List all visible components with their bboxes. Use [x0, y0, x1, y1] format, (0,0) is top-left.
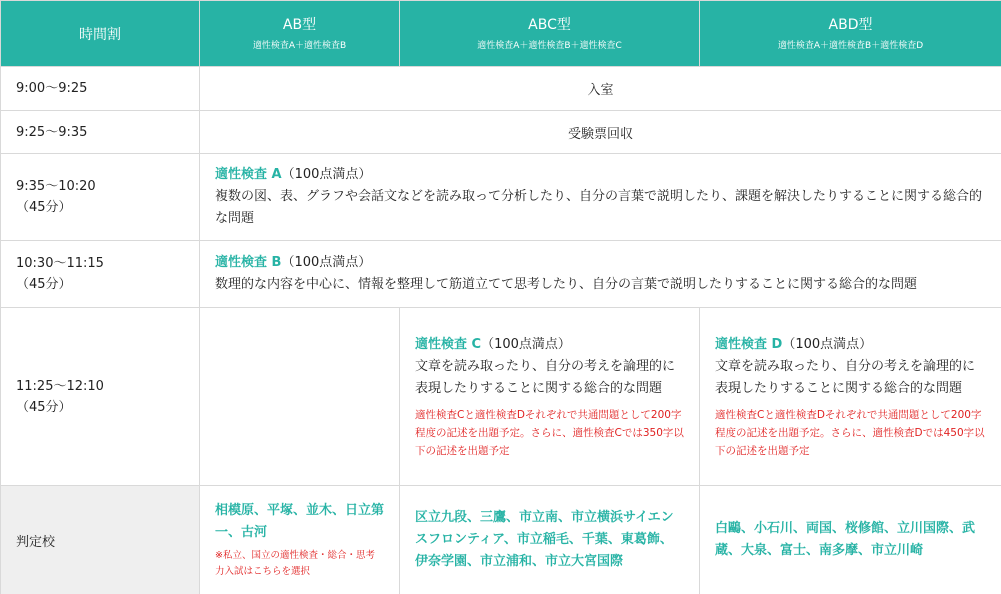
duration: （45分） — [16, 399, 72, 415]
exam-b-name: 適性検査 B — [215, 255, 282, 270]
row-ticket — [1, 111, 1001, 154]
type-ab-sub: 適性検査A＋適性検査B — [252, 40, 347, 51]
ab-schools-note: ※私立、国立の適性検査・総合・思考力入試はこちらを選択 — [215, 550, 375, 577]
exam-a-cell — [200, 154, 1001, 241]
row-exam-cd — [1, 308, 1001, 486]
row-exam-b — [1, 241, 1001, 308]
duration: （45分） — [16, 200, 72, 215]
empty-ab-cell — [200, 308, 400, 486]
exam-d-description: 文章を読み取ったり、自分の考えを論理的に表現したりすることに関する総合的な問題 — [715, 358, 976, 396]
row-exam-a — [1, 154, 1001, 241]
exam-c-cell — [400, 308, 700, 486]
exam-d-cell — [700, 308, 1001, 486]
ab-schools-cell — [200, 486, 400, 594]
time-range: 9:25〜9:35 — [16, 124, 88, 140]
exam-b-cell — [200, 241, 1001, 308]
row-judge-schools — [1, 486, 1001, 594]
exam-b-description: 数理的な内容を中心に、情報を整理して筋道立てて思考したり、自分の言葉で説明したりすることに関する総合的な問題 — [215, 277, 918, 292]
abd-schools: 白鷗、小石川、両国、桜修館、立川国際、武蔵、大泉、富士、南多摩、市立川崎 — [715, 521, 976, 558]
exam-c-note: 適性検査Cと適性検査Dそれぞれで共通問題として200字程度の記述を出題予定。さらに、適性検査Cでは350字以下の記述を出題予定 — [415, 408, 684, 457]
time-range: 11:25〜12:10 — [16, 378, 104, 394]
header-row — [1, 1, 1001, 67]
ab-schools: 相模原、平塚、並木、日立第一、古河 — [215, 503, 385, 540]
type-abd-name: ABD型 — [828, 16, 873, 33]
time-cell — [1, 241, 200, 308]
abc-schools: 区立九段、三鷹、市立南、市立横浜サイエンスフロンティア、市立稲毛、千葉、東葛飾、伊奈学園、市立浦和、市立大宮国際 — [415, 510, 674, 569]
type-abc-sub: 適性検査A＋適性検査B＋適性検査C — [477, 40, 622, 51]
exam-c-points: （100点満点） — [481, 336, 571, 352]
time-cell — [1, 111, 200, 154]
type-abd-header — [700, 1, 1001, 67]
time-range: 9:00〜9:25 — [16, 81, 88, 96]
time-range: 9:35〜10:20 — [16, 179, 96, 194]
type-abc-name: ABC型 — [528, 16, 571, 33]
row-entry — [1, 67, 1001, 111]
exam-a-name: 適性検査 A — [215, 167, 282, 182]
judge-label: 判定校 — [1, 486, 200, 594]
exam-a-points: （100点満点） — [281, 167, 372, 182]
type-abd-sub: 適性検査A＋適性検査B＋適性検査D — [777, 40, 924, 51]
exam-d-name: 適性検査 D — [715, 336, 783, 352]
type-abc-header — [400, 1, 700, 67]
time-cell — [1, 67, 200, 111]
exam-b-points: （100点満点） — [281, 255, 372, 270]
exam-c-name: 適性検査 C — [415, 336, 482, 352]
time-cell — [1, 308, 200, 486]
exam-d-points: （100点満点） — [782, 336, 873, 352]
time-range: 10:30〜11:15 — [16, 256, 104, 271]
abd-schools-cell — [700, 486, 1001, 594]
ticket-cell: 受験票回収 — [200, 111, 1001, 154]
type-ab-name: AB型 — [282, 16, 317, 33]
exam-c-description: 文章を読み取ったり、自分の考えを論理的に表現したりすることに関する総合的な問題 — [415, 358, 676, 396]
exam-d-note: 適性検査Cと適性検査Dそれぞれで共通問題として200字程度の記述を出題予定。さらに、適性検査Dでは450字以下の記述を出題予定 — [715, 408, 985, 457]
time-cell — [1, 154, 200, 241]
duration: （45分） — [16, 277, 72, 292]
entry-cell: 入室 — [200, 67, 1001, 111]
type-ab-header — [200, 1, 400, 67]
abc-schools-cell — [400, 486, 700, 594]
exam-a-description: 複数の図、表、グラフや会話文などを読み取って分析したり、自分の言葉で説明したり、課題を解決したりすることに関する総合的な問題 — [215, 189, 983, 226]
time-column-header: 時間割 — [1, 1, 200, 67]
